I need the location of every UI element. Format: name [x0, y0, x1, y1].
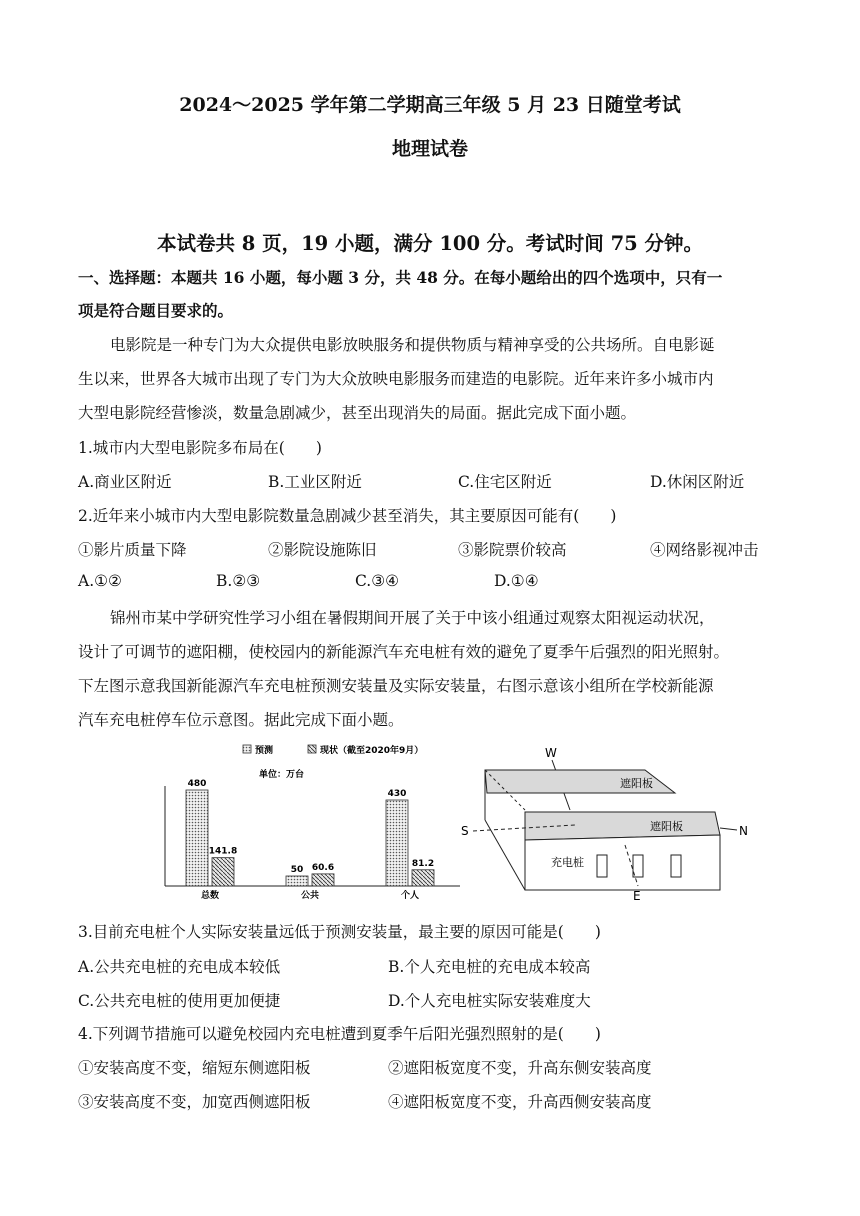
bar-value-label: 480: [187, 779, 207, 789]
west-label: W: [545, 746, 557, 760]
bar-value-label: 141.8: [208, 846, 238, 857]
q2-item-2: ②影院设施陈旧: [268, 541, 377, 559]
q2-item-4: ④网络影视冲击: [650, 541, 759, 559]
q2-option-c: C.③④: [355, 572, 400, 590]
q3-option-c: C.公共充电桩的使用更加便捷: [78, 992, 281, 1010]
q4-item-3: ③安装高度不变，加宽西侧遮阳板: [78, 1093, 311, 1111]
q1-option-b: B.工业区附近: [268, 473, 362, 491]
category-label: 总数: [200, 891, 220, 901]
bar-forecast-1: [286, 876, 308, 886]
exam-title: 2024～2025 学年第二学期高三年级 5 月 23 日随堂考试: [179, 94, 681, 116]
q2-stem: 2.近年来小城市内大型电影院数量急剧减少甚至消失，其主要原因可能有( ): [78, 507, 617, 525]
q1-option-c: C.住宅区附近: [458, 473, 552, 491]
chart-unit-label: 单位：万台: [259, 770, 305, 780]
legend-swatch-forecast: [243, 745, 251, 753]
charger-pile-3: [671, 855, 681, 877]
passage2-line3: 下左图示意我国新能源汽车充电桩预测安装量及实际安装量，右图示意该小组所在学校新能源: [78, 677, 714, 695]
section1-instructions-line1: 一、选择题：本题共 16 小题，每小题 3 分，共 48 分。在每小题给出的四个选项中，只有一: [78, 268, 723, 287]
bar-actual-0: [212, 858, 234, 886]
charger-label: 充电桩: [551, 856, 584, 869]
bar-value-label: 50: [290, 865, 304, 875]
bar-value-label: 430: [387, 789, 407, 799]
q2-option-a: A.①②: [78, 572, 122, 590]
q2-item-3: ③影院票价较高: [458, 541, 567, 559]
bar-actual-2: [412, 870, 434, 886]
legend-label-forecast: 预测: [255, 746, 274, 756]
south-label: S: [461, 824, 469, 838]
passage2-line1: 锦州市某中学研究性学习小组在暑假期间开展了关于中该小组通过观察太阳视运动状况，: [110, 609, 715, 627]
q1-option-a: A.商业区附近: [78, 473, 172, 491]
section1-instructions-line2: 项是符合题目要求的。: [78, 301, 234, 320]
q3-option-b: B.个人充电桩的充电成本较高: [388, 958, 591, 976]
q2-option-b: B.②③: [216, 572, 261, 590]
passage2-line2: 设计了可调节的遮阳棚，使校园内的新能源汽车充电桩有效的避免了夏季午后强烈的阳光照射。: [78, 643, 730, 661]
passage2-line4: 汽车充电桩停车位示意图。据此完成下面小题。: [78, 711, 404, 729]
legend-swatch-actual: [308, 745, 316, 753]
q1-stem: 1.城市内大型电影院多布局在( ): [78, 439, 322, 457]
bar-value-label: 60.6: [311, 862, 335, 873]
exam-subject: 地理试卷: [391, 138, 468, 160]
legend-label-actual: 现状（截至2020年9月）: [320, 746, 424, 756]
passage1-line3: 大型电影院经营惨淡，数量急剧减少，甚至出现消失的局面。据此完成下面小题。: [78, 404, 637, 422]
q2-option-d: D.①④: [494, 572, 539, 590]
bar-forecast-0: [186, 790, 208, 886]
left-bottom-edge: [485, 820, 525, 890]
east-label: E: [633, 889, 641, 903]
q4-item-1: ①安装高度不变，缩短东侧遮阳板: [78, 1059, 311, 1077]
passage1-line1: 电影院是一种专门为大众提供电影放映服务和提供物质与精神享受的公共场所。自电影诞: [110, 336, 715, 354]
category-label: 个人: [400, 891, 420, 901]
q4-stem: 4.下列调节措施可以避免校园内充电桩遭到夏季午后阳光强烈照射的是( ): [78, 1025, 601, 1043]
bar-value-label: 81.2: [411, 858, 435, 869]
q1-option-d: D.休闲区附近: [650, 473, 745, 491]
q3-option-a: A.公共充电桩的充电成本较低: [78, 958, 281, 976]
middle-sunshade-label: 遮阳板: [650, 820, 683, 833]
north-axis-line: [720, 828, 737, 830]
q2-item-1: ①影片质量下降: [78, 541, 187, 559]
category-label: 公共: [300, 891, 320, 901]
north-label: N: [739, 824, 748, 838]
q3-stem: 3.目前充电桩个人实际安装量远低于预测安装量，最主要的原因可能是( ): [78, 923, 601, 941]
q3-option-d: D.个人充电桩实际安装难度大: [388, 992, 591, 1010]
q4-item-2: ②遮阳板宽度不变，升高东侧安装高度: [388, 1059, 652, 1077]
charger-pile-1: [597, 855, 607, 877]
passage1-line2: 生以来，世界各大城市出现了专门为大众放映电影服务而建造的电影院。近年来许多小城市内: [78, 370, 714, 388]
bar-actual-1: [312, 874, 334, 886]
q4-item-4: ④遮阳板宽度不变，升高西侧安装高度: [388, 1093, 652, 1111]
charging-parking-diagram: [455, 740, 765, 905]
bar-forecast-2: [386, 800, 408, 886]
exam-info: 本试卷共 8 页，19 小题，满分 100 分。考试时间 75 分钟。: [156, 232, 704, 255]
charging-pile-bar-chart: [155, 740, 475, 910]
top-sunshade-label: 遮阳板: [620, 777, 653, 790]
